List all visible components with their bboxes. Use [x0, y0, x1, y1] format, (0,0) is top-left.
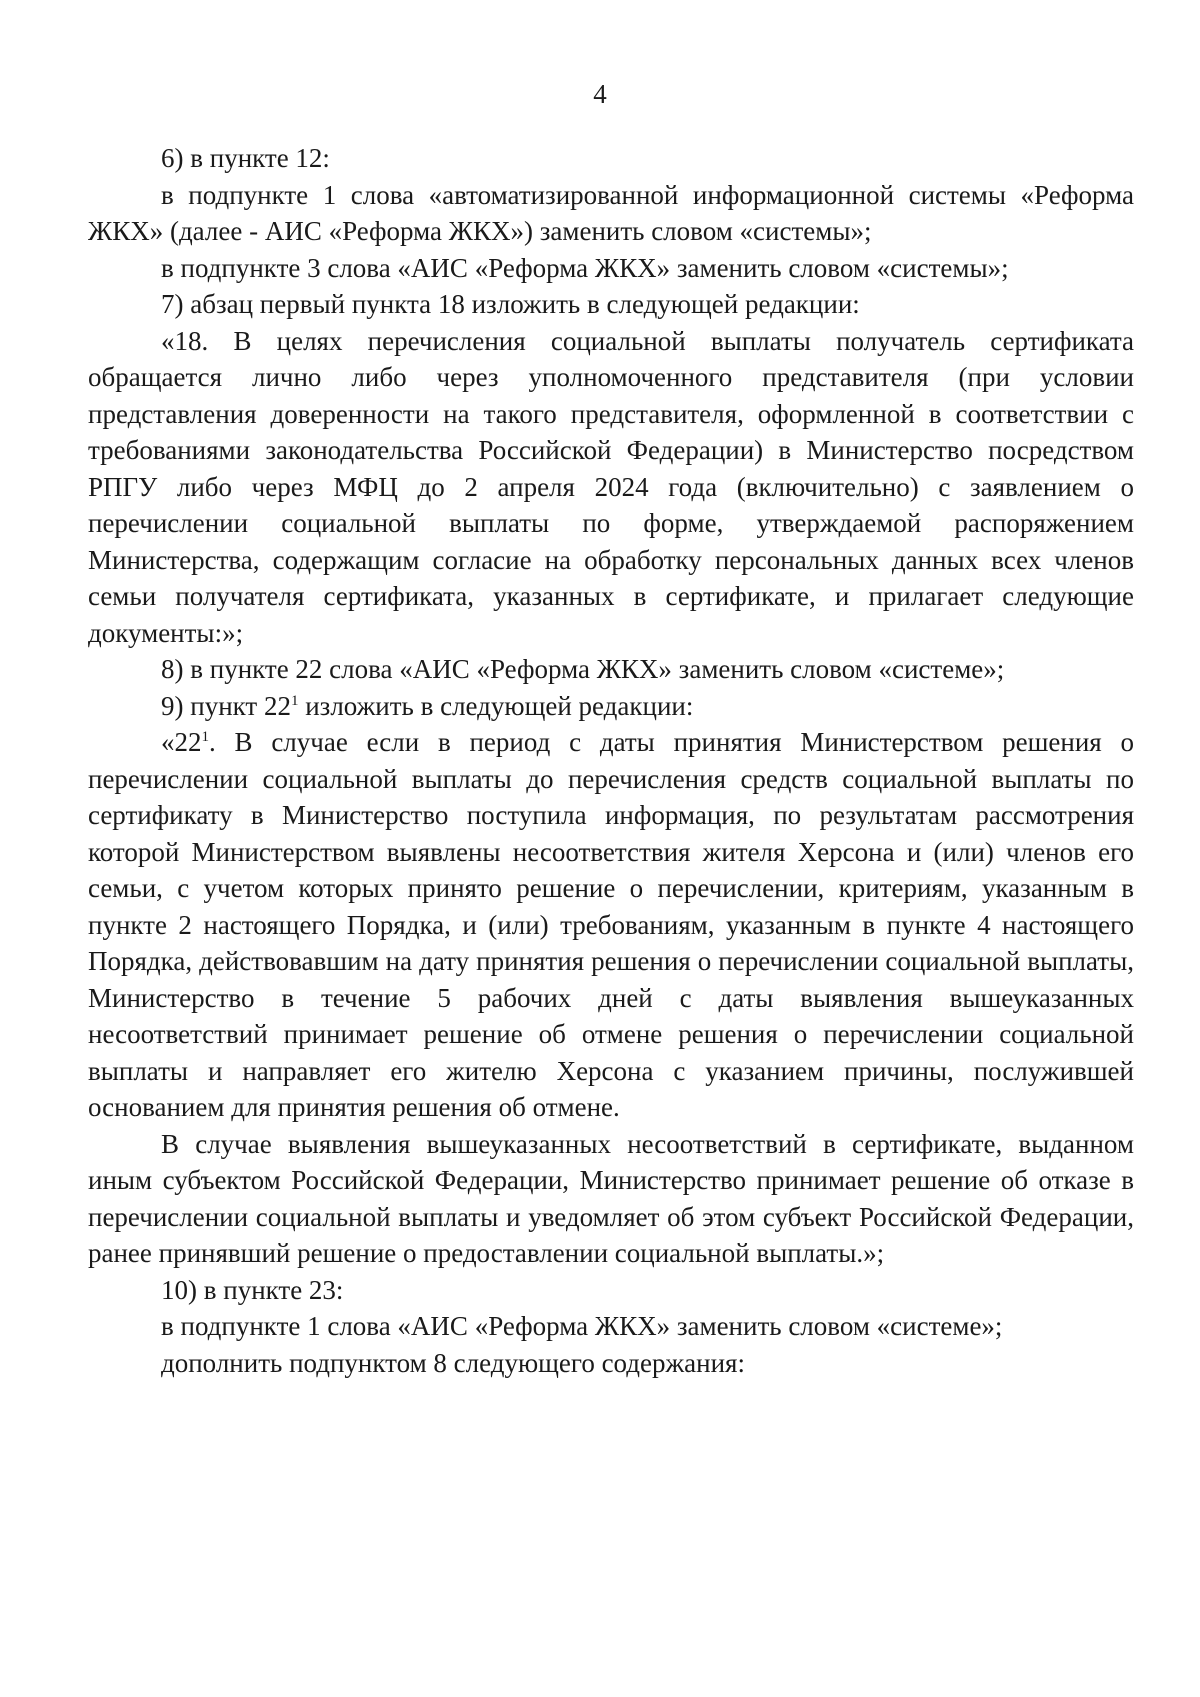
superscript-marker: 1 — [290, 692, 299, 709]
paragraph-clause-22-1-before: «22 — [161, 727, 202, 757]
paragraph-item-9-before: 9) пункт 22 — [161, 690, 291, 721]
paragraph-subitem-1: в подпункте 1 слова «автоматизированной информационной системы «Реформа ЖКХ» (далее - АИС «Реформа ЖКХ») заменить словом «системы»; — [88, 179, 1134, 246]
paragraph-item-10: 10) в пункте 23: — [161, 1274, 344, 1305]
paragraph-subitem-1-b: в подпункте 1 слова «АИС «Реформа ЖКХ» заменить словом «системе»; — [161, 1311, 1003, 1341]
page-number: 4 — [593, 79, 607, 109]
paragraph-subitem-3: в подпункте 3 слова «АИС «Реформа ЖКХ» заменить словом «системы»; — [161, 252, 1009, 283]
paragraph-clause-22-1 — [88, 724, 1134, 1126]
paragraph-item-9-after: изложить в следующей редакции: — [298, 690, 694, 721]
paragraph-clause-22-1-after: . В случае если в период с даты принятия Министерством решения о перечислении социальной выплаты до перечисления средств социальной выплаты по сертификату в Министерство поступила информация, по результатам рассмотрения которой Министерством выявлены несоответствия жителя Херсона и (или) членов его семьи, с учетом которых принято решение о перечислении, критериям, указанным в пункте 2 настоящего Порядка, и (или) требованиям, указанным в пункте 4 настоящего Порядка, действовавшим на дату принятия решения о перечислении социальной выплаты, Министерство в течение 5 рабочих дней с даты выявления вышеуказанных несоответствий принимает решение об отмене решения о перечислении социальной выплаты и направляет его жителю Херсона с указанием причины, послужившей основанием для принятия решения об отмене. — [88, 727, 1134, 1122]
paragraph-item-8: 8) в пункте 22 слова «АИС «Реформа ЖКХ» заменить словом «системе»; — [161, 654, 1005, 684]
superscript-marker: 1 — [201, 729, 209, 745]
document-body — [88, 140, 1134, 1381]
paragraph-clause-18: «18. В целях перечисления социальной выплаты получатель сертификата обращается лично либо через уполномоченного представителя (при условии представления доверенности на такого представителя, оформленной в соответствии с требованиями законодательства Российской Федерации) в Министерство посредством РПГУ либо через МФЦ до 2 апреля 2024 года (включительно) с заявлением о перечислении социальной выплаты по форме, утверждаемой распоряжением Министерства, содержащим согласие на обработку персональных данных всех членов семьи получателя сертификата, указанных в сертификате, и прилагает следующие документы:»; — [88, 325, 1134, 648]
paragraph-subitem-8: дополнить подпунктом 8 следующего содержания: — [161, 1347, 745, 1378]
paragraph-item-7: 7) абзац первый пункта 18 изложить в следующей редакции: — [161, 289, 860, 319]
paragraph-item-9 — [88, 688, 1134, 725]
paragraph-other-subject: В случае выявления вышеуказанных несоответствий в сертификате, выданном иным субъектом Российской Федерации, Министерство принимает решение об отказе в перечислении социальной выплаты и уведомляет об этом субъект Российской Федерации, ранее принявший решение о предоставлении социальной выплаты.»; — [88, 1128, 1134, 1268]
paragraph-item-6: 6) в пункте 12: — [161, 143, 330, 173]
